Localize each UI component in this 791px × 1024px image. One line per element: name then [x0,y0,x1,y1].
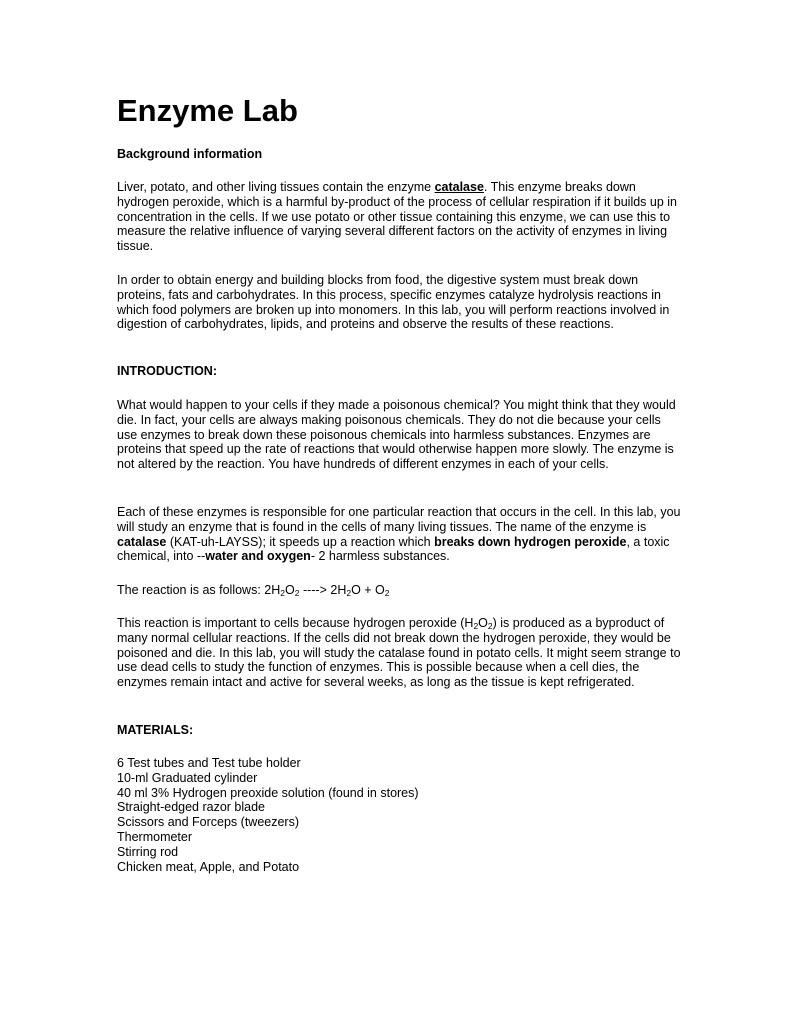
list-item: 10-ml Graduated cylinder [117,770,258,785]
background-paragraph-2: In order to obtain energy and building blocks from food, the digestive system must break down proteins, fats and carbohydrates. In this process, specific enzymes catalyze hydrolysis reactions in which food polymers are broken up into monomers. In this lab, you will perform reactions involved in digestion of carbohydrates, lipids, and proteins and observe the results of these reactions. [117,273,670,332]
document-title: Enzyme Lab [117,93,298,128]
list-item: Straight-edged razor blade [117,800,266,815]
introduction-paragraph-3: This reaction is important to cells because hydrogen peroxide $(H_2O_2)$ is produced as a byproduct of many normal cellular reactions. If the cells did not break down the hydrogen peroxide, they would be poisoned and die. In this lab, you will study the catalase found in potato cells. It might seem strange to use dead cells to study the function of enzymes. This is possible because when a cell dies, the enzymes remain intact and active for several weeks, as long as the tissue is kept refrigerated. [117,616,681,690]
list-item: Scissors and Forceps (tweezers) [117,815,300,830]
background-paragraph-1: Liver, potato, and other living tissues contain the enzyme catalase. This enzyme breaks down hydrogen peroxide, which is a harmful by-product of the process of cellular respiration if it builds up in concentration in the cells. If we use potato or other tissue containing this enzyme, we can use this to measure the relative influence of varying several different factors on the activity of enzymes in living tissue. [117,180,678,254]
catalase-term: catalase [117,534,167,549]
reaction-equation: The reaction is as follows: $2H_2O_2$ ----> $2H_2O + O_2$ [117,583,390,598]
emphasis-breaks-down: breaks down hydrogen peroxide [434,534,627,549]
list-item: Thermometer [117,829,193,844]
introduction-paragraph-2: Each of these enzymes is responsible for one particular reaction that occurs in the cell. In this lab, you will study an enzyme that is found in the cells of many living tissues. The name of the enzyme is catalase (KAT-uh-LAYSS); it speeds up a reaction which breaks down hydrogen peroxide, a toxic chemical, into --water and oxygen- 2 harmless substances. [117,505,681,564]
emphasis-water-oxygen: water and oxygen [205,549,311,564]
list-item: Stirring rod [117,844,179,859]
catalase-term: catalase [434,180,484,194]
introduction-heading: INTRODUCTION: [117,364,217,378]
materials-heading: MATERIALS: [117,723,194,737]
materials-list [117,756,682,874]
background-heading: Background information [117,147,263,161]
list-item: Chicken meat, Apple, and Potato [117,859,300,874]
list-item: 40 ml 3% Hydrogen preoxide solution (found in stores) [117,785,419,800]
introduction-paragraph-1: What would happen to your cells if they made a poisonous chemical? You might think that they would die. In fact, your cells are always making poisonous chemicals. They do not die because your cells use enzymes to break down these poisonous chemicals into harmless substances. Enzymes are proteins that speed up the rate of reactions that would otherwise happen more slowly. The enzyme is not altered by the reaction. You have hundreds of different enzymes in each of your cells. [117,398,676,472]
list-item: 6 Test tubes and Test tube holder [117,756,301,770]
